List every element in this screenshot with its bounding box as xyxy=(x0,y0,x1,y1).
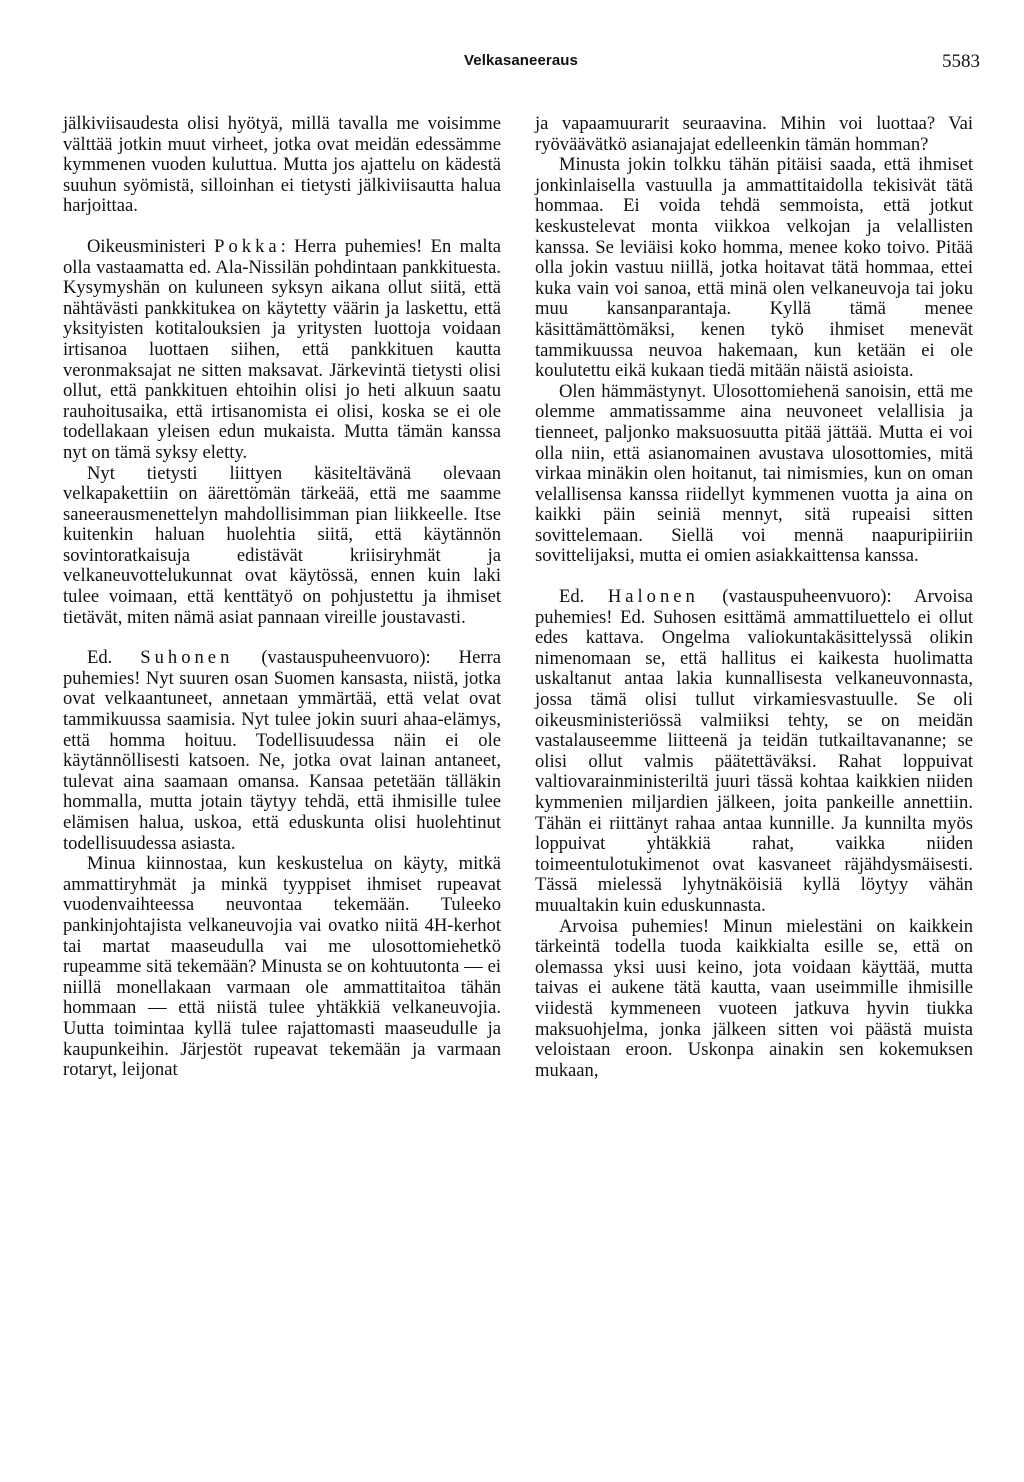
page-header xyxy=(62,52,980,78)
page-number: 5583 xyxy=(942,51,980,72)
speech-text: : Herra puhemies! En malta olla vastaamatta ed. Ala-Nissilän pohdintaan pankkituesta. Kysymyshän on kuluneen syksyn aikana ollut siitä, että nähtävästi pankkitukea on käytetty väärin ja laskettu, että yksityisten kotitalouksien ja yritysten luottoja voidaan irtisanoa luottaen siihen, että pankkituen kautta veronmaksajat ne sitten maksavat. Järkevintä tietysti olisi ollut, että pankkituen ehtoihin olisi jo heti alkuun saatu rauhoitusaika, että irtisanomista ei olisi, koska se ei ole todellakaan yleisen edun mukaista. Mutta tämän kanssa nyt on tämä syksy eletty. xyxy=(63,235,501,463)
left-column xyxy=(63,114,501,1081)
paragraph: Minua kiinnostaa, kun keskustelua on käyty, mitkä ammattiryhmät ja minkä tyyppiset ihmiset rupeavat vuodenvaihteessa neuvontaa tekemään. Tuleeko pankinjohtajista velkaneuvojia vai ovatko niitä 4H-kerhot tai martat maaseudulla vai me ulosottomiehetkö rupeamme sitä tekemään? Minusta se on kohtuutonta — ei niillä monellakaan varmaan ole ammattitaitoa tähän hommaan — että niistä tulee yhtäkkiä velkaneuvojia. Uutta toimintaa kyllä tulee rajattomasti maaseudulle ja kaupunkeihin. Järjestöt rupeavat tekemään ja varmaan rotaryt, leijonat xyxy=(63,853,501,1081)
speaker-name: Pokka xyxy=(214,235,281,257)
right-column xyxy=(535,114,973,1081)
speech-paragraph xyxy=(535,587,973,917)
paragraph: Nyt tietysti liittyen käsiteltävänä olevaan velkapakettiin on äärettömän tärkeää, että me saamme saneerausmenettelyn mahdollisimman pian liikkeelle. Itse kuitenkin haluan huolehtia siitä, että käytännön sovintoratkaisuja edistävät kriisiryhmät ja velkaneuvottelukunnat ovat käytössä, ennen kuin laki tulee voimaan, että kenttätyö on pohjustettu ja ihmiset tietävät, miten nämä asiat pannaan vireille joustavasti. xyxy=(63,462,501,628)
speaker-name: Suhonen xyxy=(140,647,234,669)
speaker-role: Oikeusministeri xyxy=(87,235,215,257)
speech-paragraph xyxy=(63,237,501,464)
speech-text: (vastauspuheenvuoro): Herra puhemies! Nyt suuren osan Suomen kansasta, niistä, jotka ovat velkaantuneet, annetaan ymmärtää, että velat ovat tammikuussa saamisia. Nyt tulee jokin suuri ahaa-elämys, että homma hoituu. Todellisuudessa näin ei ole käytännöllisesti katsoen. Ne, jotka ovat lainan antaneet, tulevat aina saamaan omansa. Kansaa petetään tälläkin hommalla, mutta jotain täytyy tehdä, että ihmisille tulee elämisen halua, uskoa, että eduskunta olisi huolehtinut todellisuudessa asiasta. xyxy=(63,647,501,854)
speaker-role: Ed. xyxy=(87,647,141,669)
paragraph: jälkiviisaudesta olisi hyötyä, millä tavalla me voisimme välttää jotkin muut virheet, jotka ovat meidän edessämme kymmenen vuoden kuluttua. Mutta jos ajattelu on kädestä suuhun syömistä, silloinhan ei tietysti jälkiviisautta halua harjoittaa. xyxy=(63,113,501,217)
speech-paragraph xyxy=(63,648,501,854)
speech-text: (vastauspuheenvuoro): Arvoisa puhemies! Ed. Suhosen esittämä ammattiluettelo ei ollut edes kattava. Ongelma valiokuntakäsittelyssä olikin nimenomaan se, että hallitus ei kaikesta huolimatta uskaltanut antaa lakia kunnallisesta velkaneuvonnasta, jossa tämä olisi tullut virkamiesvastuulle. Se oli oikeusministeriössä valmiiksi tehty, se on meidän vastalauseemme liitteenä ja teidän tutkailtavananne; se olisi ollut valmis päätettäväksi. Rahat loppuivat valtiovarainministeriltä juuri tässä kohtaa kaikkien niiden kymmenien miljardien jälkeen, joita pankeille annettiin. Tähän ei riittänyt rahaa antaa kunnille. Ja kunnilta myös loppuivat yhtäkkiä rahat, vaikka niiden toimeentulotukimenot ovat kasvaneet räjähdysmäisesti. Tässä mielessä lyhytnäköisiä kyllä löytyy vähän muualtakin kuin eduskunnasta. xyxy=(535,586,974,916)
paragraph: Olen hämmästynyt. Ulosottomiehenä sanoisin, että me olemme ammatissamme aina neuvoneet velallisia ja tienneet, paljonko maksuosuutta pitää jättää. Mutta ei voi olla niin, että asianomainen avustava ulosottomies, mitä virkaa minäkin olen hoitanut, tai nimismies, kun on oman velallisensa kanssa riidellyt kymmenen vuotta ja aina on kaikki päin seiniä mennyt, sitä rupeaisi sitten sovittelemaan. Siellä voi mennä naapuripiiriin sovittelijaksi, mutta ei omien asiakkaittensa kanssa. xyxy=(535,380,973,567)
speaker-role: Ed. xyxy=(559,586,608,608)
paragraph: Minusta jokin tolkku tähän pitäisi saada, että ihmiset jonkinlaisella vastuulla ja ammattitaidolla tekisivät tätä hommaa. Ei voida tehdä semmoista, että jotkut keskustelevat monta viikkoa velkojan ja velallisten kanssa. Se leviäisi koko homma, menee koko toivo. Pitää olla jokin vastuu niillä, jotka hoitavat tätä hommaa, ettei kuka vain voi sanoa, että minä olen velkaneuvoja tai joku muu kansanparantaja. Kyllä tämä menee käsittämättömäksi, kenen tykö ihmiset menevät tammikuussa neuvoa hakemaan, kun ketään ei ole koulutettu eikä kukaan tiedä mitään näistä asioista. xyxy=(535,154,973,382)
paragraph: Arvoisa puhemies! Minun mielestäni on kaikkein tärkeintä todella tuoda kaikkialta esille se, että on olemassa yksi uusi keino, jota voidaan käyttää, mutta taivas ei aukene tätä kautta, vaan useimmille ihmisille viidestä kymmeneen vuoteen jatkuva hyvin tiukka maksuohjelma, jonka jälkeen sitten voi päästä muista veloistaan eroon. Uskonpa ainakin sen kokemuksen mukaan, xyxy=(535,915,973,1081)
paragraph: ja vapaamuurarit seuraavina. Mihin voi luottaa? Vai ryöväävätkö asianajajat edelleenkin tämän homman? xyxy=(535,113,973,155)
running-title: Velkasaneeraus xyxy=(464,52,578,69)
speaker-name: Halonen xyxy=(607,586,699,608)
